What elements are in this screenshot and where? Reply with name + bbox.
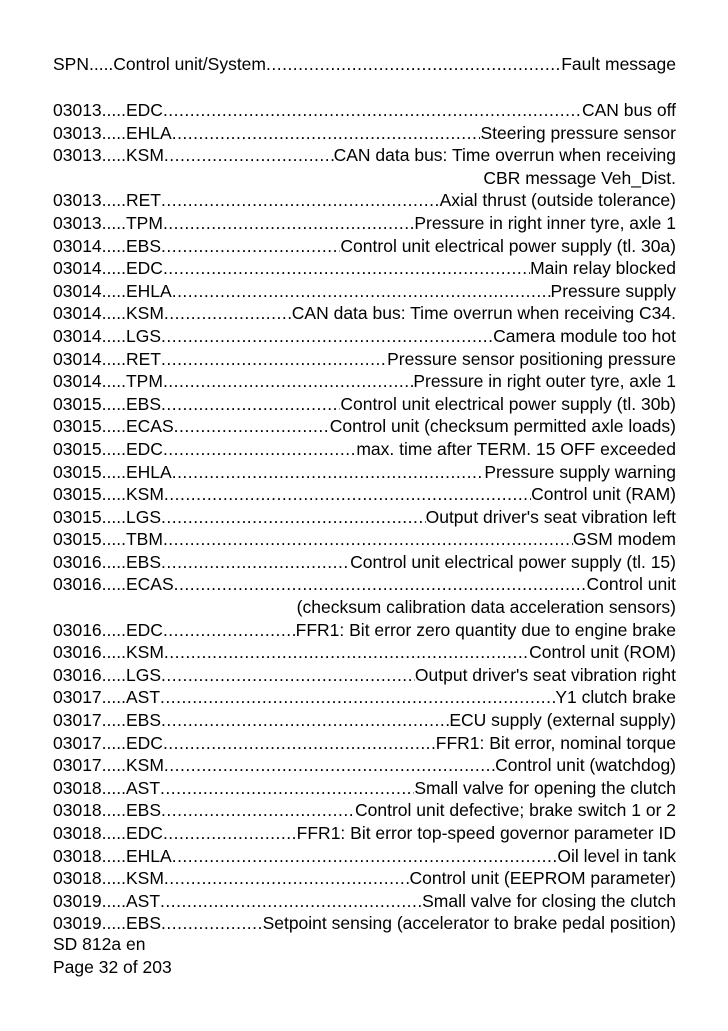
fault-message: Steering pressure sensor xyxy=(480,122,676,143)
spn-dots: ..... xyxy=(101,461,126,482)
list-item xyxy=(53,483,676,506)
fault-message: FFR1: Bit error zero quantity due to engine brake xyxy=(295,619,676,640)
spn-code: 03016 xyxy=(53,664,102,685)
fault-message: Setpoint sensing (accelerator to brake pedal position) xyxy=(262,913,676,934)
spn-dots: ..... xyxy=(101,506,126,527)
spn-dots: ..... xyxy=(101,303,126,324)
list-item xyxy=(53,99,676,122)
spn-code: 03013 xyxy=(53,190,102,211)
control-unit: KSM xyxy=(125,755,164,776)
fault-message: FFR1: Bit error top-speed governor parameter ID xyxy=(296,823,676,843)
list-item xyxy=(53,257,676,280)
spn-code: 03016 xyxy=(53,551,102,572)
control-unit: KSM xyxy=(125,642,164,663)
fault-message: ECU supply (external supply) xyxy=(449,710,676,731)
fault-message: Control unit electrical power supply (tl. 15) xyxy=(350,551,676,572)
dot-leader xyxy=(164,483,531,506)
spn-code: 03017 xyxy=(53,687,102,708)
list-item xyxy=(53,777,676,800)
list-item xyxy=(53,506,676,529)
spn-dots: ..... xyxy=(101,890,126,911)
page-number: Page 32 of 203 xyxy=(53,956,172,977)
header-dots: ..... xyxy=(88,54,114,74)
control-unit: EBS xyxy=(125,393,162,414)
fault-message: Control unit (checksum permitted axle loads) xyxy=(329,416,676,437)
spn-code: 03015 xyxy=(53,529,102,550)
dot-leader xyxy=(164,144,334,167)
control-unit: AST xyxy=(125,890,161,911)
spn-dots: ..... xyxy=(101,145,126,166)
control-unit: EDC xyxy=(125,258,163,279)
dot-leader xyxy=(163,212,414,235)
fault-message: CAN bus off xyxy=(581,100,676,120)
spn-code: 03015 xyxy=(53,484,102,505)
control-unit: LGS xyxy=(125,664,162,685)
fault-list xyxy=(53,99,676,935)
dot-leader xyxy=(161,393,340,416)
control-unit: RET xyxy=(125,348,161,369)
dot-leader xyxy=(161,551,350,574)
list-item xyxy=(53,393,676,416)
control-unit: EDC xyxy=(125,823,163,843)
control-unit: RET xyxy=(125,190,161,211)
dot-leader xyxy=(161,912,263,935)
header-unit: Control unit/System xyxy=(113,54,266,74)
fault-message: Pressure supply xyxy=(550,280,676,301)
control-unit: ECAS xyxy=(125,416,174,437)
spn-dots: ..... xyxy=(101,371,126,392)
dot-leader xyxy=(163,99,582,122)
dot-leader xyxy=(164,754,495,777)
spn-dots: ..... xyxy=(101,687,126,708)
list-item xyxy=(53,528,676,551)
spn-dots: ..... xyxy=(101,732,126,753)
list-item xyxy=(53,709,676,732)
spn-dots: ..... xyxy=(101,100,126,120)
spn-dots: ..... xyxy=(101,868,126,889)
fault-message: Pressure in right outer tyre, axle 1 xyxy=(413,371,676,392)
dot-leader xyxy=(160,686,555,709)
list-item xyxy=(53,754,676,777)
spn-code: 03017 xyxy=(53,732,102,753)
spn-dots: ..... xyxy=(101,484,126,505)
spn-dots: ..... xyxy=(101,212,126,233)
list-item xyxy=(53,845,676,868)
list-item xyxy=(53,619,676,642)
dot-leader xyxy=(163,619,296,642)
spn-code: 03015 xyxy=(53,393,102,414)
spn-dots: ..... xyxy=(101,280,126,301)
list-item xyxy=(53,799,676,822)
spn-dots: ..... xyxy=(101,845,126,866)
list-item xyxy=(53,641,676,664)
control-unit: EBS xyxy=(125,800,162,821)
spn-code: 03015 xyxy=(53,438,102,459)
list-item xyxy=(53,235,676,258)
dot-leader xyxy=(161,506,426,529)
spn-code: 03015 xyxy=(53,416,102,437)
spn-dots: ..... xyxy=(101,664,126,685)
dot-leader xyxy=(163,438,356,461)
dot-leader xyxy=(163,528,573,551)
spn-dots: ..... xyxy=(101,529,126,550)
dot-leader xyxy=(161,348,387,371)
list-item xyxy=(53,732,676,755)
fault-message: Small valve for opening the clutch xyxy=(414,777,676,798)
list-item xyxy=(53,144,676,167)
spn-dots: ..... xyxy=(101,348,126,369)
spn-dots: ..... xyxy=(101,755,126,776)
control-unit: TPM xyxy=(125,371,163,392)
spn-dots: ..... xyxy=(101,235,126,256)
fault-message-continued: CBR message Veh_Dist. xyxy=(483,167,676,188)
spn-dots: ..... xyxy=(101,574,126,595)
fault-message: GSM modem xyxy=(572,529,676,550)
spn-code: 03014 xyxy=(53,303,102,324)
spn-code: 03015 xyxy=(53,461,102,482)
spn-code: 03018 xyxy=(53,823,102,843)
fault-message-continued: (checksum calibration data acceleration sensors) xyxy=(296,597,676,618)
spn-code: 03013 xyxy=(53,122,102,143)
list-item xyxy=(53,280,676,303)
spn-code: 03014 xyxy=(53,235,102,256)
dot-leader xyxy=(172,122,481,145)
list-item xyxy=(53,890,676,913)
spn-dots: ..... xyxy=(101,642,126,663)
dot-leader xyxy=(160,777,414,800)
list-item xyxy=(53,912,676,935)
control-unit: EBS xyxy=(125,235,162,256)
spn-dots: ..... xyxy=(101,190,126,211)
spn-code: 03018 xyxy=(53,868,102,889)
fault-message: Pressure supply warning xyxy=(484,461,676,482)
control-unit: EHLA xyxy=(125,280,172,301)
control-unit: AST xyxy=(125,687,161,708)
table-header xyxy=(53,53,676,76)
fault-message: Camera module too hot xyxy=(493,325,676,346)
dot-leader xyxy=(174,573,587,596)
spn-code: 03013 xyxy=(53,145,102,166)
control-unit: ECAS xyxy=(125,574,174,595)
control-unit: EHLA xyxy=(125,461,172,482)
spn-code: 03019 xyxy=(53,913,102,934)
header-spn: SPN xyxy=(53,54,89,74)
control-unit: EDC xyxy=(125,732,163,753)
spn-code: 03018 xyxy=(53,777,102,798)
dot-leader xyxy=(172,280,551,303)
control-unit: TPM xyxy=(125,212,163,233)
spn-dots: ..... xyxy=(101,823,126,843)
dot-leader xyxy=(172,461,485,484)
spn-dots: ..... xyxy=(101,438,126,459)
list-item xyxy=(53,822,676,845)
list-item xyxy=(53,302,676,325)
dot-leader xyxy=(161,664,415,687)
control-unit: LGS xyxy=(125,506,162,527)
control-unit: KSM xyxy=(125,484,164,505)
fault-message: Control unit electrical power supply (tl. 30a) xyxy=(340,235,676,256)
list-item xyxy=(53,686,676,709)
dot-leader xyxy=(164,641,529,664)
page-footer xyxy=(53,933,172,978)
spn-code: 03013 xyxy=(53,212,102,233)
dot-leader xyxy=(164,867,410,890)
list-item xyxy=(53,664,676,687)
fault-message: Y1 clutch brake xyxy=(555,687,676,708)
spn-code: 03014 xyxy=(53,371,102,392)
fault-message: Pressure sensor positioning pressure xyxy=(387,348,676,369)
fault-message: CAN data bus: Time overrun when receiving xyxy=(333,145,676,166)
control-unit: LGS xyxy=(125,325,162,346)
spn-dots: ..... xyxy=(101,325,126,346)
control-unit: TBM xyxy=(125,529,163,550)
list-item xyxy=(53,370,676,393)
spn-dots: ..... xyxy=(101,416,126,437)
header-message: Fault message xyxy=(561,54,676,74)
spn-code: 03015 xyxy=(53,506,102,527)
fault-message: Control unit (watchdog) xyxy=(495,755,676,776)
list-item xyxy=(53,551,676,574)
fault-message: Output driver's seat vibration left xyxy=(425,506,676,527)
control-unit: EDC xyxy=(125,100,163,120)
dot-leader xyxy=(163,822,297,845)
spn-dots: ..... xyxy=(101,800,126,821)
fault-message: Oil level in tank xyxy=(557,845,676,866)
spn-dots: ..... xyxy=(101,551,126,572)
list-item xyxy=(53,348,676,371)
control-unit: EBS xyxy=(125,551,162,572)
spn-code: 03014 xyxy=(53,348,102,369)
list-item xyxy=(53,867,676,890)
fault-message: Control unit electrical power supply (tl. 30b) xyxy=(340,393,676,414)
dot-leader xyxy=(161,189,440,212)
fault-message: Control unit (EEPROM parameter) xyxy=(409,868,676,889)
dot-leader xyxy=(163,732,436,755)
spn-code: 03014 xyxy=(53,280,102,301)
spn-code: 03019 xyxy=(53,890,102,911)
list-item xyxy=(53,573,676,596)
spn-code: 03013 xyxy=(53,100,102,120)
fault-message: CAN data bus: Time overrun when receiving C34. xyxy=(291,303,676,324)
spn-dots: ..... xyxy=(101,913,126,934)
spn-code: 03016 xyxy=(53,642,102,663)
fault-message: Main relay blocked xyxy=(530,258,676,279)
list-item xyxy=(53,122,676,145)
spn-dots: ..... xyxy=(101,710,126,731)
list-item xyxy=(53,189,676,212)
header-leader xyxy=(266,53,561,76)
fault-message: Axial thrust (outside tolerance) xyxy=(439,190,676,211)
control-unit: EDC xyxy=(125,619,163,640)
control-unit: KSM xyxy=(125,145,164,166)
dot-leader xyxy=(163,370,413,393)
fault-message: Small valve for closing the clutch xyxy=(422,890,676,911)
spn-dots: ..... xyxy=(101,122,126,143)
spn-code: 03014 xyxy=(53,258,102,279)
dot-leader xyxy=(172,845,558,868)
list-item xyxy=(53,325,676,348)
list-item xyxy=(53,212,676,235)
dot-leader xyxy=(161,799,355,822)
fault-message: Pressure in right inner tyre, axle 1 xyxy=(414,212,676,233)
control-unit: EBS xyxy=(125,913,162,934)
control-unit: AST xyxy=(125,777,161,798)
spn-code: 03016 xyxy=(53,619,102,640)
spn-dots: ..... xyxy=(101,258,126,279)
spn-code: 03018 xyxy=(53,845,102,866)
control-unit: KSM xyxy=(125,303,164,324)
dot-leader xyxy=(160,890,422,913)
list-item xyxy=(53,438,676,461)
list-item xyxy=(53,415,676,438)
dot-leader xyxy=(161,709,449,732)
dot-leader xyxy=(163,257,530,280)
fault-message: Output driver's seat vibration right xyxy=(414,664,676,685)
dot-leader xyxy=(161,325,493,348)
spn-code: 03016 xyxy=(53,574,102,595)
dot-leader xyxy=(161,235,340,258)
dot-leader xyxy=(174,415,330,438)
spn-code: 03014 xyxy=(53,325,102,346)
spn-dots: ..... xyxy=(101,619,126,640)
fault-message: FFR1: Bit error, nominal torque xyxy=(435,732,676,753)
dot-leader xyxy=(164,302,292,325)
fault-message: Control unit (ROM) xyxy=(529,642,676,663)
control-unit: EDC xyxy=(125,438,163,459)
spn-code: 03018 xyxy=(53,800,102,821)
spn-dots: ..... xyxy=(101,777,126,798)
control-unit: EHLA xyxy=(125,845,172,866)
document-id: SD 812a en xyxy=(53,934,146,954)
spn-code: 03017 xyxy=(53,755,102,776)
control-unit: KSM xyxy=(125,868,164,889)
list-item xyxy=(53,461,676,484)
control-unit: EHLA xyxy=(125,122,172,143)
control-unit: EBS xyxy=(125,710,162,731)
spn-dots: ..... xyxy=(101,393,126,414)
fault-message: Control unit defective; brake switch 1 or 2 xyxy=(355,800,676,821)
fault-message: Control unit (RAM) xyxy=(531,484,676,505)
fault-message: max. time after TERM. 15 OFF exceeded xyxy=(356,438,676,459)
fault-message: Control unit xyxy=(586,574,676,595)
spn-code: 03017 xyxy=(53,710,102,731)
